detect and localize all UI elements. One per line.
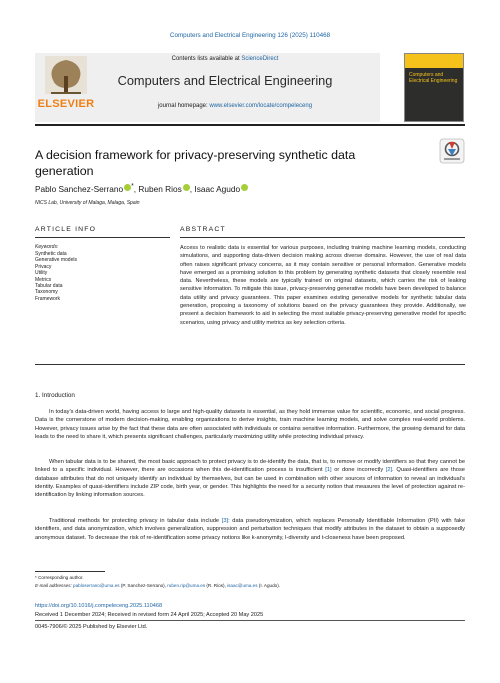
homepage-prefix: journal homepage: bbox=[157, 103, 210, 109]
email-link[interactable]: ruben.rip@uma.es bbox=[167, 583, 206, 588]
dates-rule bbox=[35, 620, 465, 621]
intro-paragraph-2 bbox=[35, 458, 465, 500]
issn-copyright: 0045-7906/© 2025 Published by Elsevier Ltd. bbox=[35, 624, 148, 630]
email-link[interactable]: pabloserrano@uma.es bbox=[73, 583, 120, 588]
keyword-item: Synthetic data bbox=[35, 251, 67, 257]
author-separator: , bbox=[189, 183, 195, 194]
cover-band bbox=[405, 54, 463, 68]
email-owner: (P. Sanchez-Serrano), bbox=[119, 583, 168, 588]
keyword-item: Metrics bbox=[35, 276, 52, 283]
corresponding-author-note: * Corresponding author. bbox=[35, 575, 84, 580]
article-info-rule bbox=[35, 237, 170, 238]
author-separator: , bbox=[133, 183, 139, 194]
keyword-item: Tabular data bbox=[35, 283, 63, 290]
doi-link[interactable]: https://doi.org/10.1016/j.compeleceng.2025.110468 bbox=[35, 603, 163, 609]
journal-cover-thumbnail bbox=[404, 53, 464, 122]
paragraph-text: . Quasi-identifiers are those database attributes that do not uniquely identify an individual by themselves, but can be used in combination with other sources of information to reveal an individual’s identity. Examples of quasi-identifiers include ZIP code, birth year, or gender. This highlights the need for a security notion that measures the level of protection against re-identification by linking information sources. bbox=[35, 467, 465, 499]
keyword-item: Utility bbox=[35, 270, 48, 277]
article-info-heading: ARTICLE INFO bbox=[35, 226, 97, 233]
keyword-list bbox=[35, 251, 77, 302]
homepage-link[interactable]: www.elsevier.com/locate/compeleceng bbox=[209, 103, 313, 109]
abstract-heading: ABSTRACT bbox=[180, 226, 226, 233]
keyword-item: Taxonomy bbox=[35, 289, 58, 296]
orcid-icon[interactable] bbox=[183, 184, 190, 191]
contents-availability bbox=[115, 56, 335, 62]
corresponding-mark: * bbox=[131, 183, 134, 190]
sciencedirect-link[interactable]: ScienceDirect bbox=[241, 56, 279, 62]
cover-title: Computers and Electrical Engineering bbox=[409, 72, 458, 84]
email-label: E-mail addresses: bbox=[35, 583, 74, 588]
journal-citation-line[interactable]: Computers and Electrical Engineering 126 (2025) 110468 bbox=[169, 32, 331, 39]
footnote-rule bbox=[35, 571, 105, 572]
orcid-icon[interactable] bbox=[241, 184, 248, 191]
check-for-updates-icon[interactable] bbox=[439, 138, 465, 164]
journal-title: Computers and Electrical Engineering bbox=[117, 73, 333, 88]
intro-paragraph-1: In today’s data-driven world, having access to large and high-quality datasets is essential, as they hold immense value for scientific, economic, and social progress. Data is the cornerstone of modern decision-making, enabling organizations to derive insights, train machine learning models, and solve complex real-world problems. However, privacy issues arise by the fact that these data are often associated with individuals or contains sensitive information. Furthermore, the growing demand for data leads to the need to share it, which presents significant challenges, particularly maximizing utility while protecting individual privacy. bbox=[35, 409, 465, 441]
journal-homepage bbox=[100, 103, 370, 109]
keyword-item: Generative models bbox=[35, 257, 77, 264]
email-owner: (R. Rios), bbox=[205, 583, 228, 588]
publication-dates: Received 1 December 2024; Received in revised form 24 April 2025; Accepted 20 May 2025 bbox=[35, 612, 264, 618]
intro-paragraph-3 bbox=[35, 517, 465, 542]
paragraph-text: Traditional methods for protecting privacy in tabular data include bbox=[49, 518, 222, 524]
citation-link[interactable]: [3] bbox=[221, 518, 229, 524]
affiliation: NICS Lab, University of Malaga, Malaga, Spain bbox=[35, 200, 140, 206]
citation-link[interactable]: [1] bbox=[325, 467, 332, 474]
email-link[interactable]: isaac@uma.es bbox=[227, 583, 258, 588]
contents-prefix: Contents lists available at bbox=[171, 56, 242, 62]
abstract-text: Access to realistic data is essential for various purposes, including training machine learning models, conducting simulations, and supporting data-driven decision making across diverse domains. However, the use of real data often raises significant privacy concerns, as it may contain sensitive or personal information. Generative models have emerged as a promising solution to this problem by generating synthetic datasets that closely resemble real data. Nevertheless, these models are typically trained on original datasets, which carries the risk of leaking sensitive information. To mitigate this issue, privacy-preserving generative models have been developed to balance data utility and privacy guarantees. This paper examines existing generative models for synthetic tabular data generation, proposing a taxonomy of solutions based on the privacy guarantees they provide. Additionally, we present a decision framework to aid in selecting the most suitable privacy-preserving generative model for specific scenarios, using privacy and utility metrics as key selection criteria. bbox=[180, 245, 466, 326]
author-name-1[interactable]: Pablo Sanchez-Serrano bbox=[35, 183, 124, 194]
keyword-item: Framework bbox=[35, 295, 61, 302]
email-footnote bbox=[35, 583, 280, 589]
citation-link[interactable]: [2] bbox=[385, 467, 393, 474]
email-owner: (I. Agudo). bbox=[257, 583, 281, 588]
paper-title: A decision framework for privacy-preserving synthetic data generation bbox=[35, 148, 356, 178]
elsevier-wordmark: ELSEVIER bbox=[37, 98, 95, 110]
abstract-rule bbox=[180, 237, 465, 238]
header-rule bbox=[35, 124, 465, 126]
author-name-3[interactable]: Isaac Agudo bbox=[194, 183, 241, 194]
keyword-item: Privacy bbox=[35, 263, 52, 270]
abstract-bottom-rule bbox=[35, 364, 465, 365]
author-name-2[interactable]: Ruben Rios bbox=[138, 183, 182, 194]
paragraph-text: When tabular data is to be shared, the most basic approach to protect privacy is to de-identify the data, that is, to remove or modify identifiers so that they cannot be linked to a specific individual. However, there are occasions when this de-identification process is insufficient bbox=[35, 459, 465, 474]
author-list bbox=[35, 183, 248, 194]
paragraph-text: or done incorrectly bbox=[331, 467, 386, 474]
paragraph-text: : data pseudonymization, which replaces Personally Identifiable Information (PII) with fake identifiers, and data anonymization, which involves generalization, suppression and perturbation techniques that modify attributes in the dataset to obtain a supposedly anonymous dataset. To decrease the risk of re-identification some privacy notions like k-anonymity, l-diversity and t-closeness have been proposed. bbox=[35, 518, 465, 541]
section-heading-introduction: 1. Introduction bbox=[35, 392, 75, 399]
keywords-label: Keywords: bbox=[35, 244, 59, 250]
